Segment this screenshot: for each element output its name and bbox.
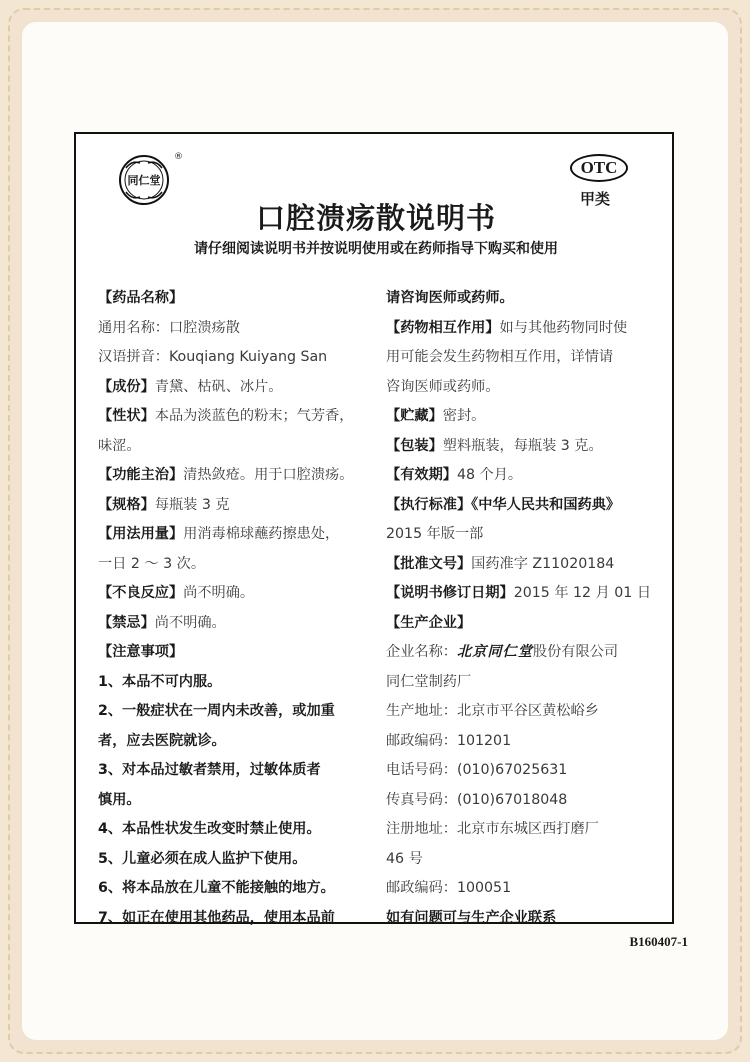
section-text: 3、对本品过敏者禁用，过敏体质者 <box>98 762 321 778</box>
text-line <box>98 815 380 845</box>
text-line <box>98 550 380 580</box>
text-line <box>386 815 658 845</box>
section-text: 尚不明确。 <box>154 614 226 631</box>
text-line <box>386 874 658 904</box>
page-subtitle: 请仔细阅读说明书并按说明使用或在药师指导下购买和使用 <box>194 241 558 257</box>
text-line <box>98 609 380 639</box>
text-line <box>98 314 380 344</box>
section-text: 7、如正在使用其他药品，使用本品前 <box>98 909 335 926</box>
section-label: 【有效期】 <box>386 467 457 483</box>
section-text: 慎用。 <box>98 791 141 808</box>
text-line <box>386 697 658 727</box>
text-line <box>386 402 658 432</box>
text-line <box>386 638 658 668</box>
section-text: 国药准字 Z11020184 <box>471 555 615 572</box>
company-brand-name: 北京同仁堂 <box>456 644 533 660</box>
text-line <box>386 609 658 639</box>
section-text: 密封。 <box>442 408 486 424</box>
text-line <box>98 491 380 521</box>
text-line <box>386 491 658 521</box>
text-line <box>386 373 658 403</box>
section-text: 每瓶装 3 克 <box>154 496 230 513</box>
otc-badge: OTC <box>570 154 628 182</box>
section-text: 味涩。 <box>98 437 141 454</box>
section-text: 清热敛疮。用于口腔溃疡。 <box>183 467 354 483</box>
text-line <box>98 343 380 373</box>
section-text: 如与其他药物同时使 <box>499 319 628 336</box>
text-line <box>98 845 380 875</box>
section-label: 【生产企业】 <box>386 614 472 631</box>
text-line <box>386 727 658 757</box>
section-label: 【批准文号】 <box>386 555 472 572</box>
section-text: 2015 年版一部 <box>386 526 484 542</box>
section-label: 【执行标准】 <box>386 496 472 513</box>
text-line <box>98 402 380 432</box>
section-label: 【规格】 <box>98 496 155 513</box>
section-text: 本品为淡蓝色的粉末；气芳香， <box>154 408 354 424</box>
text-line <box>98 697 380 727</box>
text-line <box>386 432 658 462</box>
section-text: 咨询医师或药师。 <box>386 378 500 395</box>
section-label: 【贮藏】 <box>386 408 443 424</box>
text-line <box>98 786 380 816</box>
section-text: 用可能会发生药物相互作用，详情请 <box>386 349 614 365</box>
text-line <box>98 520 380 550</box>
text-line <box>386 756 658 786</box>
section-text: 《中华人民共和国药典》 <box>471 496 621 513</box>
section-text: 一日 2 ～ 3 次。 <box>98 555 206 572</box>
registered-mark: ® <box>174 152 183 162</box>
instruction-leaflet <box>74 132 674 924</box>
section-text: 邮政编码：101201 <box>386 732 512 749</box>
section-text: 塑料瓶装，每瓶装 3 克。 <box>442 437 603 454</box>
text-line <box>98 579 380 609</box>
company-name-tail: 股份有限公司 <box>532 644 619 660</box>
section-label: 【不良反应】 <box>98 585 184 601</box>
text-line <box>386 284 658 314</box>
section-label: 【说明书修订日期】 <box>386 585 514 601</box>
section-text: 尚不明确。 <box>183 585 255 601</box>
text-line <box>386 314 658 344</box>
document-code: B160407-1 <box>629 934 688 949</box>
text-line <box>98 668 380 698</box>
section-label: 【药物相互作用】 <box>386 319 500 336</box>
text-line <box>386 343 658 373</box>
text-line <box>386 668 658 698</box>
section-text: 生产地址：北京市平谷区黄松峪乡 <box>386 703 599 719</box>
otc-class-label: 甲类 <box>580 190 611 208</box>
section-text: 46 号 <box>386 850 423 867</box>
text-line <box>98 284 380 314</box>
section-text: 电话号码：(010)67025631 <box>386 762 568 778</box>
section-text: 5、儿童必须在成人监护下使用。 <box>98 850 307 867</box>
section-text: 用消毒棉球蘸药擦患处， <box>183 526 340 542</box>
text-line <box>386 579 658 609</box>
section-text: 如有问题可与生产企业联系 <box>386 909 557 926</box>
section-text: 6、将本品放在儿童不能接触的地方。 <box>98 880 335 896</box>
section-text: 48 个月。 <box>456 467 523 483</box>
text-line <box>386 461 658 491</box>
text-line <box>386 904 658 934</box>
section-text: 2015 年 12 月 01 日 <box>513 585 652 601</box>
text-line <box>386 550 658 580</box>
text-line <box>98 874 380 904</box>
left-column <box>98 284 380 933</box>
text-line <box>98 461 380 491</box>
section-text: 传真号码：(010)67018048 <box>386 791 568 808</box>
section-label: 【成份】 <box>98 378 155 395</box>
text-line <box>98 373 380 403</box>
text-line <box>98 432 380 462</box>
text-line <box>98 904 380 934</box>
text-line <box>98 638 380 668</box>
section-text: 同仁堂制药厂 <box>386 673 472 690</box>
section-label: 【性状】 <box>98 408 155 424</box>
section-text: 青黛、枯矾、冰片。 <box>154 378 283 395</box>
section-label: 【药品名称】 <box>98 290 184 306</box>
text-line <box>98 756 380 786</box>
text-line <box>386 786 658 816</box>
section-text: 邮政编码：100051 <box>386 880 512 896</box>
section-label: 【注意事项】 <box>98 644 184 660</box>
section-text: 者，应去医院就诊。 <box>98 732 226 749</box>
section-label: 【禁忌】 <box>98 614 155 631</box>
page-title: 口腔溃疡散说明书 <box>255 201 496 235</box>
section-text: 汉语拼音：Kouqiang Kuiyang San <box>98 349 328 365</box>
section-label: 【包装】 <box>386 437 443 454</box>
text-line <box>386 845 658 875</box>
section-text: 2、一般症状在一周内未改善，或加重 <box>98 703 335 719</box>
text-line <box>386 520 658 550</box>
section-text: 1、本品不可内服。 <box>98 673 222 690</box>
section-label: 【功能主治】 <box>98 467 184 483</box>
right-column <box>386 284 658 933</box>
section-text: 注册地址：北京市东城区西打磨厂 <box>386 821 599 837</box>
logo-text: 同仁堂 <box>127 174 161 187</box>
section-label: 【用法用量】 <box>98 526 184 542</box>
text-line <box>98 727 380 757</box>
section-text: 通用名称：口腔溃疡散 <box>98 319 240 336</box>
section-text: 请咨询医师或药师。 <box>386 290 514 306</box>
section-text: 4、本品性状发生改变时禁止使用。 <box>98 821 321 837</box>
section-text: 企业名称： <box>386 644 457 660</box>
